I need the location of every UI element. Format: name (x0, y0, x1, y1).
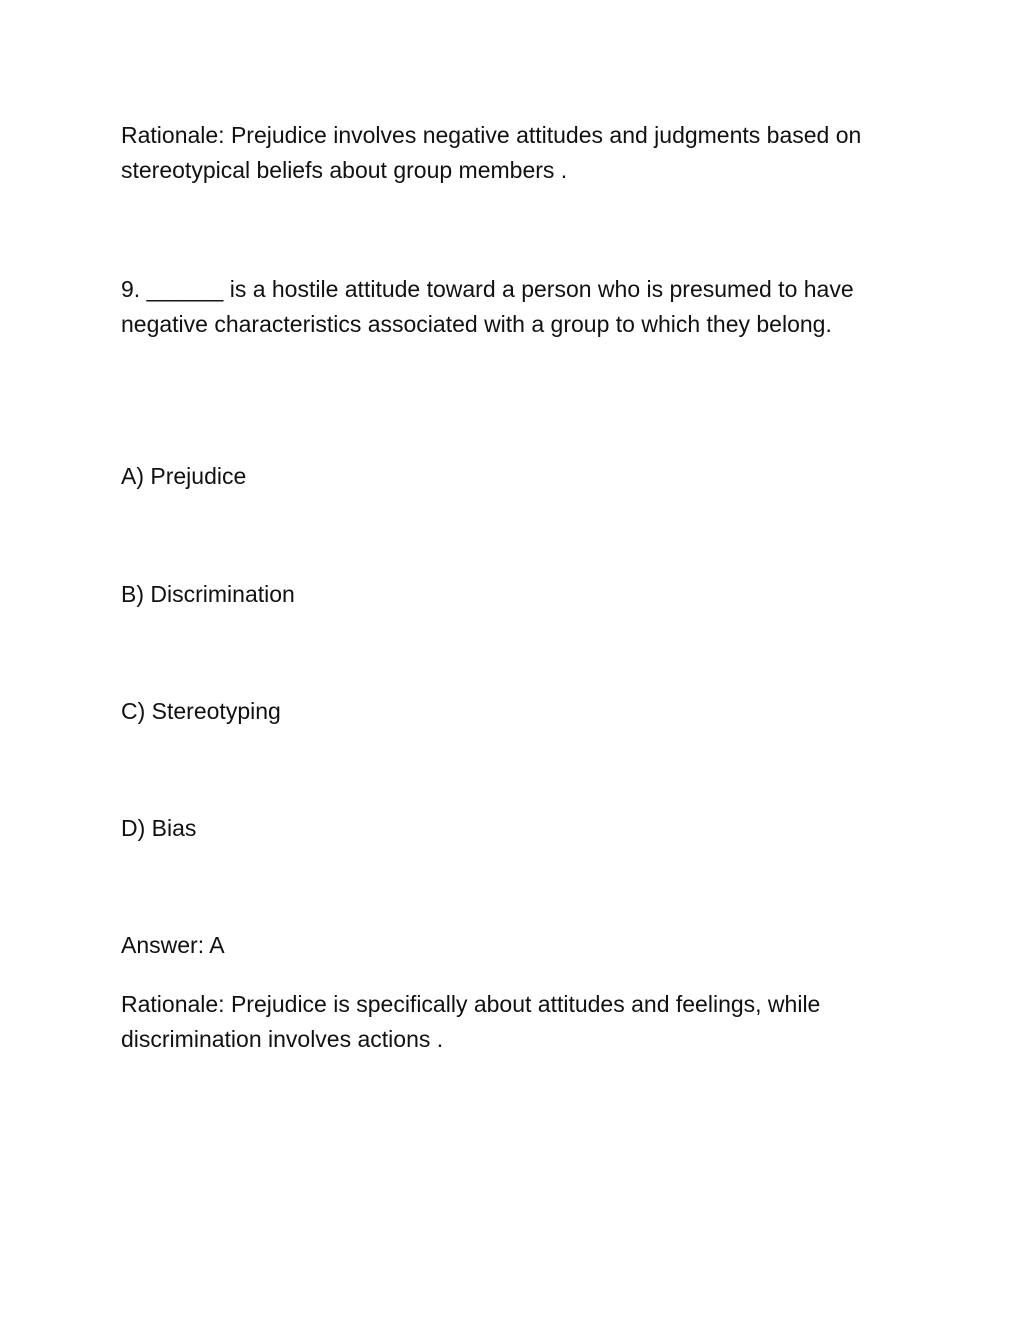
answer-line: Answer: A (121, 932, 225, 958)
rationale-text: Rationale: Prejudice is specifically about attitudes and feelings, while discrimination involves actions . (121, 991, 821, 1052)
previous-rationale: Rationale: Prejudice involves negative attitudes and judgments based on stereotypical beliefs about group members . (121, 122, 862, 183)
question-text: 9. ______ is a hostile attitude toward a person who is presumed to have negative characteristics associated with a group to which they belong. (121, 276, 854, 337)
option-c: C) Stereotyping (121, 698, 281, 724)
option-b: B) Discrimination (121, 581, 295, 607)
option-d: D) Bias (121, 815, 197, 841)
option-a: A) Prejudice (121, 463, 247, 489)
